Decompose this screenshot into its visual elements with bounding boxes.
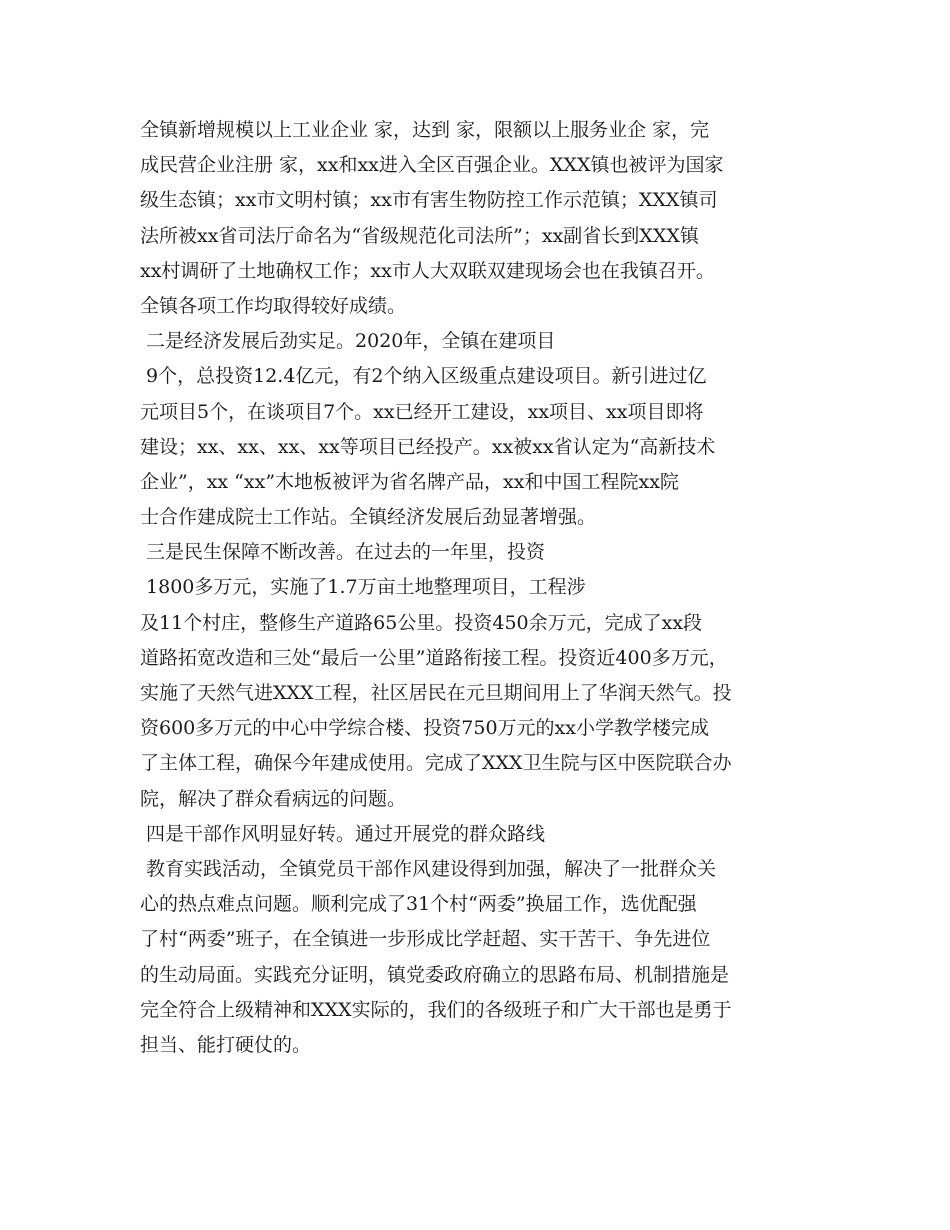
text-line: 了主体工程，确保今年建成使用。完成了XXX卫生院与区中医院联合办 [140, 752, 732, 775]
text-line: 完全符合上级精神和XXX实际的，我们的各级班子和广大干部也是勇于 [140, 998, 732, 1021]
section-heading-line: 二是经济发展后劲实足。2020年，全镇在建项目 [140, 330, 556, 353]
text-line: 全镇各项工作均取得较好成绩。 [140, 294, 407, 317]
text-line: 9个，总投资12.4亿元，有2个纳入区级重点建设项目。新引进过亿 [140, 365, 707, 388]
text-line: 的生动局面。实践充分证明，镇党委政府确立的思路布局、机制措施是 [140, 963, 730, 986]
text-line: 教育实践活动，全镇党员干部作风建设得到加强，解决了一批群众关 [140, 857, 717, 880]
text-line: xx村调研了土地确权工作；xx市人大双联双建现场会也在我镇召开。 [140, 259, 715, 282]
text-line: 及11个村庄，整修生产道路65公里。投资450余万元，完成了xx段 [140, 611, 703, 634]
text-line: 级生态镇；xx市文明村镇；xx市有害生物防控工作示范镇；XXX镇司 [140, 189, 718, 212]
text-line: 院，解决了群众看病远的问题。 [140, 787, 407, 810]
document-body [140, 113, 830, 1063]
text-line: 道路拓宽改造和三处“最后一公里”道路衔接工程。投资近400多万元， [140, 646, 728, 669]
text-line: 资600多万元的中心中学综合楼、投资750万元的xx小学教学楼完成 [140, 717, 709, 740]
text-line: 全镇新增规模以上工业企业 家，达到 家，限额以上服务业企 家，完 [140, 119, 710, 141]
text-line: 元项目5个，在谈项目7个。xx已经开工建设，xx项目、xx项目即将 [140, 400, 704, 423]
text-line: 1800多万元，实施了1.7万亩土地整理项目，工程涉 [140, 576, 586, 599]
text-line: 企业”，xx “xx”木地板被评为省名牌产品，xx和中国工程院xx院 [140, 470, 679, 493]
text-line: 建设；xx、xx、xx、xx等项目已经投产。xx被xx省认定为“高新技术 [140, 435, 716, 458]
text-line: 成民营企业注册 家，xx和xx进入全区百强企业。XXX镇也被评为国家 [140, 154, 724, 177]
text-line: 心的热点难点问题。顺利完成了31个村“两委”换届工作，选优配强 [140, 893, 697, 916]
text-line: 实施了天然气进XXX工程，社区居民在元旦期间用上了华润天然气。投 [140, 682, 732, 704]
section-heading-line: 三是民生保障不断改善。在过去的一年里，投资 [140, 541, 546, 564]
text-line: 担当、能打硬仗的。 [140, 1033, 312, 1056]
section-heading-line: 四是干部作风明显好转。通过开展党的群众路线 [140, 822, 546, 845]
text-line: 法所被xx省司法厅命名为“省级规范化司法所”；xx副省长到XXX镇 [140, 224, 699, 247]
text-line: 了村“两委”班子，在全镇进一步形成比学赶超、实干苦干、争先进位 [140, 928, 711, 951]
text-line: 士合作建成院士工作站。全镇经济发展后劲显著增强。 [140, 506, 597, 529]
